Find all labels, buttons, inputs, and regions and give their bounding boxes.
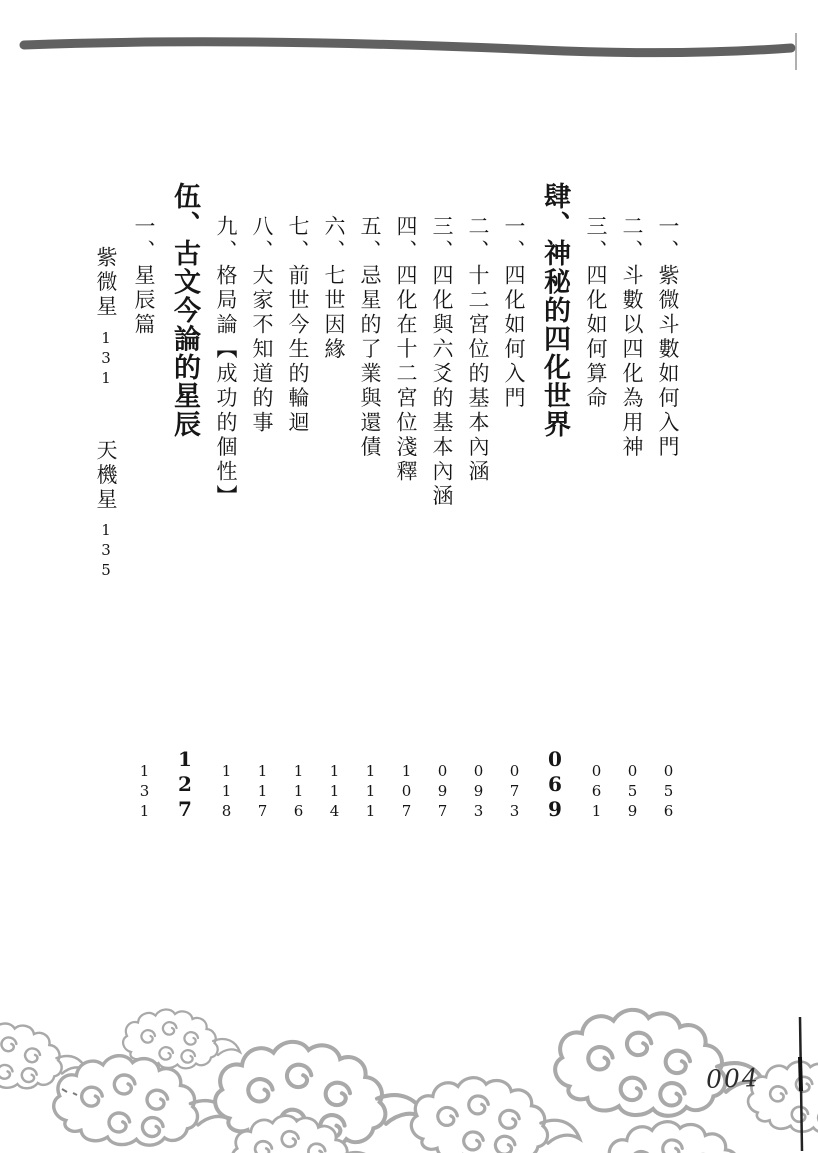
- toc-entry-label: 七、前世今生的輪迴: [286, 215, 310, 436]
- star-page: 131: [97, 328, 115, 389]
- toc-entry: [496, 182, 532, 827]
- toc-entry-label: 六、七世因緣: [322, 215, 346, 362]
- toc-star-column: [86, 182, 126, 827]
- table-of-contents: [86, 182, 686, 827]
- toc-entry: [424, 182, 460, 827]
- toc-entry-label: 四、四化在十二宮位淺釋: [394, 215, 418, 485]
- toc-entry-page: 069: [543, 747, 567, 822]
- toc-entry-page: 059: [623, 762, 642, 822]
- toc-entry-page: 107: [397, 762, 416, 822]
- toc-entry: [578, 182, 614, 827]
- toc-entry: [650, 182, 686, 827]
- toc-entry: [316, 182, 352, 827]
- toc-entry-label: 三、四化與六爻的基本內涵: [430, 215, 454, 509]
- toc-entry-page: 127: [173, 747, 197, 822]
- toc-entry-page: 093: [469, 762, 488, 822]
- toc-entry: [460, 182, 496, 827]
- toc-entry-page: 118: [217, 762, 236, 822]
- toc-entry-page: 097: [433, 762, 452, 822]
- toc-entry: [244, 182, 280, 827]
- toc-chapter-entry: [162, 182, 208, 827]
- toc-entry-label: 肆、神秘的四化世界: [540, 182, 570, 439]
- toc-entry-label: 三、四化如何算命: [584, 215, 608, 411]
- toc-entry-page: 111: [361, 762, 380, 822]
- toc-entry-label: 五、忌星的了業與還債: [358, 215, 382, 460]
- toc-chapter-entry: [532, 182, 578, 827]
- toc-entry-page: 114: [325, 762, 344, 822]
- star-name: 天機星: [94, 438, 118, 512]
- page-top-scan-bar: [0, 0, 818, 90]
- toc-entry-label: 九、格局論【成功的個性】: [214, 215, 238, 509]
- toc-entry-page: 117: [253, 762, 272, 822]
- toc-entry-label: 二、斗數以四化為用神: [620, 215, 644, 460]
- toc-entry-page: 056: [659, 762, 678, 822]
- toc-entry-label: 伍、古文今論的星辰: [170, 182, 200, 439]
- toc-entry-page: 131: [135, 762, 154, 822]
- toc-entry: [208, 182, 244, 827]
- star-name: 紫微星: [94, 246, 118, 320]
- toc-entry-label: 二、十二宮位的基本內涵: [466, 215, 490, 485]
- toc-entry: [280, 182, 316, 827]
- toc-entry: [352, 182, 388, 827]
- toc-entry-label: 八、大家不知道的事: [250, 215, 274, 436]
- toc-entry: [388, 182, 424, 827]
- toc-entry-page: 073: [505, 762, 524, 822]
- toc-entry-label: 一、四化如何入門: [502, 215, 526, 411]
- toc-entry-label: 一、星辰篇: [132, 215, 156, 338]
- toc-entry-label: 一、紫微斗數如何入門: [656, 215, 680, 460]
- folio-page-number: 004: [705, 1063, 761, 1094]
- cloud-border-decoration: [0, 1005, 818, 1153]
- toc-entry: [614, 182, 650, 827]
- toc-entry-page: 061: [587, 762, 606, 822]
- toc-entry-page: 116: [289, 762, 308, 822]
- star-page: 135: [97, 521, 115, 581]
- toc-entry: [126, 182, 162, 827]
